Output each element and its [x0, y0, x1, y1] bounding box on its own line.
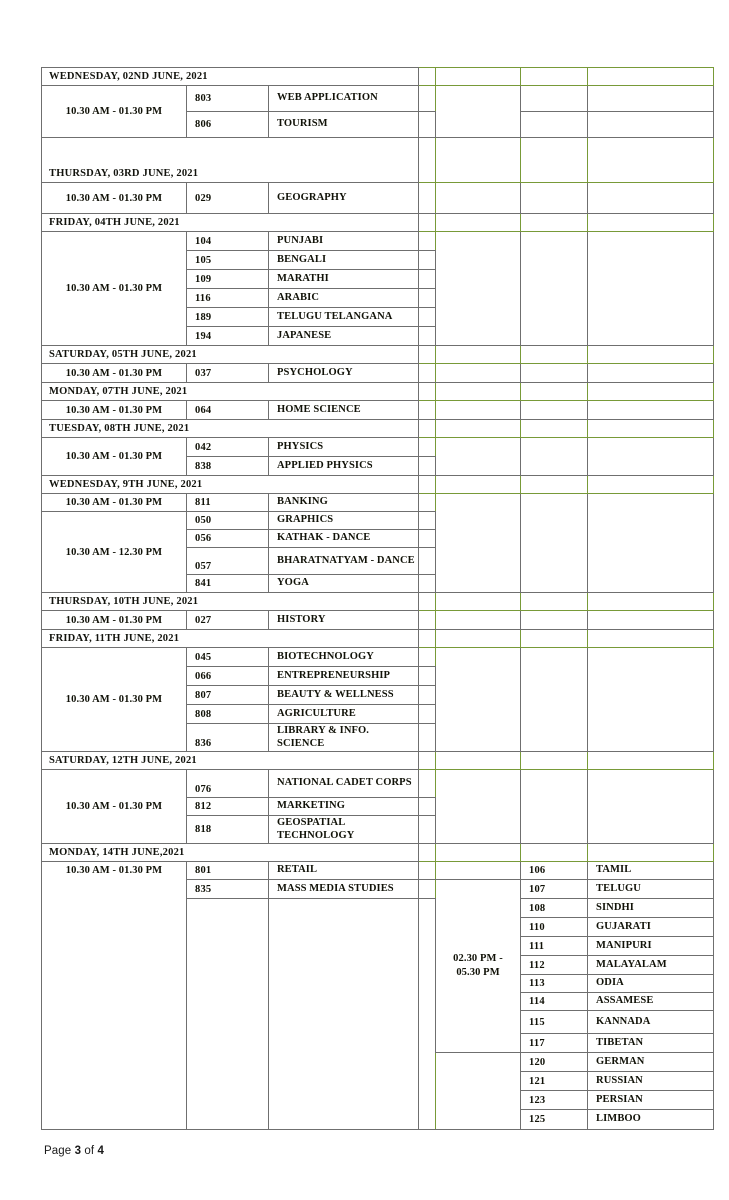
exam-row	[42, 862, 714, 880]
center-gutter	[419, 899, 436, 1130]
afternoon-time-blank	[436, 593, 521, 611]
exam-row	[42, 364, 714, 383]
afternoon-code-blank	[521, 112, 588, 138]
afternoon-exam-subject: SINDHI	[588, 899, 714, 918]
day-header-row	[42, 68, 714, 86]
afternoon-exam-subject: MALAYALAM	[588, 956, 714, 975]
day-header-row	[42, 476, 714, 494]
exam-row	[42, 611, 714, 630]
day-header: THURSDAY, 10TH JUNE, 2021	[42, 593, 419, 611]
center-gutter	[419, 705, 436, 724]
afternoon-exam-code: 123	[521, 1091, 588, 1110]
exam-subject: GEOGRAPHY	[269, 183, 419, 214]
exam-time: 10.30 AM - 01.30 PM	[42, 232, 187, 346]
exam-code: 064	[187, 401, 269, 420]
afternoon-subject-blank	[588, 420, 714, 438]
center-gutter	[419, 457, 436, 476]
exam-time: 10.30 AM - 01.30 PM	[42, 438, 187, 476]
center-gutter	[419, 112, 436, 138]
exam-row	[42, 86, 714, 112]
day-header-row	[42, 844, 714, 862]
exam-time: 10.30 AM - 01.30 PM	[42, 611, 187, 630]
exam-subject: PSYCHOLOGY	[269, 364, 419, 383]
center-gutter	[419, 512, 436, 530]
center-gutter	[419, 68, 436, 86]
exam-code: 807	[187, 686, 269, 705]
afternoon-time-blank	[436, 383, 521, 401]
afternoon-code-blank	[521, 752, 588, 770]
exam-subject: YOGA	[269, 575, 419, 593]
day-header-row	[42, 593, 714, 611]
afternoon-subject-blank	[588, 844, 714, 862]
day-header: THURSDAY, 03RD JUNE, 2021	[42, 138, 419, 183]
exam-row	[42, 401, 714, 420]
day-header: SATURDAY, 12TH JUNE, 2021	[42, 752, 419, 770]
exam-subject: LIBRARY & INFO. SCIENCE	[269, 724, 419, 752]
exam-code: 066	[187, 667, 269, 686]
afternoon-code-blank	[521, 494, 588, 593]
day-header-row	[42, 752, 714, 770]
day-header: MONDAY, 14TH JUNE,2021	[42, 844, 419, 862]
afternoon-code-blank	[521, 183, 588, 214]
afternoon-time-line1: 02.30 PM -	[453, 952, 503, 964]
exam-subject: BANKING	[269, 494, 419, 512]
afternoon-code-blank	[521, 438, 588, 476]
exam-time: 10.30 AM - 01.30 PM	[42, 86, 187, 138]
afternoon-time-blank	[436, 476, 521, 494]
afternoon-code-blank	[521, 593, 588, 611]
afternoon-exam-code: 107	[521, 880, 588, 899]
afternoon-exam-code: 117	[521, 1034, 588, 1053]
exam-time-secondary: 10.30 AM - 12.30 PM	[42, 512, 187, 593]
center-gutter	[419, 232, 436, 251]
center-gutter	[419, 270, 436, 289]
center-gutter	[419, 346, 436, 364]
afternoon-time-cell-wrap	[436, 880, 521, 1053]
center-gutter	[419, 476, 436, 494]
afternoon-exam-code: 108	[521, 899, 588, 918]
afternoon-exam-code: 121	[521, 1072, 588, 1091]
exam-row	[42, 770, 714, 798]
exam-code: 056	[187, 530, 269, 548]
exam-schedule-table-wrapper	[41, 67, 713, 1130]
exam-row	[42, 438, 714, 457]
exam-code: 050	[187, 512, 269, 530]
center-gutter	[419, 630, 436, 648]
exam-subject: GEOSPATIAL TECHNOLOGY	[269, 816, 419, 844]
afternoon-time-blank	[436, 401, 521, 420]
exam-code: 841	[187, 575, 269, 593]
exam-time: 10.30 AM - 01.30 PM	[42, 648, 187, 752]
exam-code: 836	[187, 724, 269, 752]
afternoon-exam-subject: ASSAMESE	[588, 993, 714, 1011]
day-header: SATURDAY, 05TH JUNE, 2021	[42, 346, 419, 364]
center-gutter	[419, 251, 436, 270]
afternoon-exam-subject: LIMBOO	[588, 1110, 714, 1130]
center-gutter	[419, 383, 436, 401]
day-header-row	[42, 138, 714, 183]
afternoon-exam-subject: GERMAN	[588, 1053, 714, 1072]
afternoon-subject-blank	[588, 68, 714, 86]
afternoon-subject-blank	[588, 138, 714, 183]
afternoon-subject-blank	[588, 346, 714, 364]
exam-subject: HOME SCIENCE	[269, 401, 419, 420]
center-gutter	[419, 530, 436, 548]
afternoon-time-blank	[436, 420, 521, 438]
afternoon-code-blank	[521, 346, 588, 364]
exam-subject: KATHAK - DANCE	[269, 530, 419, 548]
afternoon-exam-subject: MANIPURI	[588, 937, 714, 956]
afternoon-code-blank	[521, 138, 588, 183]
afternoon-subject-blank	[588, 183, 714, 214]
morning-code-blank	[187, 899, 269, 1130]
exam-subject: WEB APPLICATION	[269, 86, 419, 112]
center-gutter	[419, 862, 436, 880]
afternoon-subject-blank	[588, 752, 714, 770]
afternoon-subject-blank	[588, 86, 714, 112]
center-gutter	[419, 438, 436, 457]
afternoon-time-blank	[436, 68, 521, 86]
afternoon-subject-blank	[588, 438, 714, 476]
afternoon-time-blank	[436, 346, 521, 364]
afternoon-subject-blank	[588, 401, 714, 420]
afternoon-code-blank	[521, 420, 588, 438]
afternoon-subject-blank	[588, 232, 714, 346]
afternoon-code-blank	[521, 844, 588, 862]
afternoon-subject-blank	[588, 593, 714, 611]
exam-subject: ARABIC	[269, 289, 419, 308]
exam-row	[42, 648, 714, 667]
afternoon-time-blank	[436, 138, 521, 183]
center-gutter	[419, 548, 436, 575]
afternoon-time-blank	[436, 844, 521, 862]
center-gutter	[419, 575, 436, 593]
exam-code: 027	[187, 611, 269, 630]
afternoon-time-blank	[436, 214, 521, 232]
center-gutter	[419, 308, 436, 327]
afternoon-exam-code: 125	[521, 1110, 588, 1130]
center-gutter	[419, 593, 436, 611]
afternoon-time-blank	[436, 770, 521, 844]
morning-subject-blank	[269, 899, 419, 1130]
day-header-row	[42, 420, 714, 438]
exam-subject: JAPANESE	[269, 327, 419, 346]
afternoon-exam-subject: TAMIL	[588, 862, 714, 880]
center-gutter	[419, 798, 436, 816]
center-gutter	[419, 816, 436, 844]
afternoon-code-blank	[521, 476, 588, 494]
afternoon-exam-code: 114	[521, 993, 588, 1011]
afternoon-exam-subject: GUJARATI	[588, 918, 714, 937]
exam-subject: MARKETING	[269, 798, 419, 816]
center-gutter	[419, 752, 436, 770]
afternoon-subject-blank	[588, 383, 714, 401]
afternoon-code-blank	[521, 232, 588, 346]
exam-subject: HISTORY	[269, 611, 419, 630]
afternoon-code-blank	[521, 86, 588, 112]
exam-subject: BIOTECHNOLOGY	[269, 648, 419, 667]
day-header: FRIDAY, 04TH JUNE, 2021	[42, 214, 419, 232]
exam-code: 194	[187, 327, 269, 346]
exam-subject: MASS MEDIA STUDIES	[269, 880, 419, 899]
afternoon-exam-code: 113	[521, 975, 588, 993]
center-gutter	[419, 844, 436, 862]
day-header: WEDNESDAY, 02ND JUNE, 2021	[42, 68, 419, 86]
day-header-row	[42, 214, 714, 232]
exam-time: 10.30 AM - 01.30 PM	[42, 401, 187, 420]
afternoon-code-blank	[521, 401, 588, 420]
day-header: MONDAY, 07TH JUNE, 2021	[42, 383, 419, 401]
exam-code: 803	[187, 86, 269, 112]
center-gutter	[419, 724, 436, 752]
exam-code: 057	[187, 548, 269, 575]
exam-code: 818	[187, 816, 269, 844]
exam-time: 10.30 AM - 01.30 PM	[42, 364, 187, 383]
center-gutter	[419, 648, 436, 667]
exam-code: 029	[187, 183, 269, 214]
center-gutter	[419, 86, 436, 112]
afternoon-time-blank	[436, 630, 521, 648]
exam-subject: NATIONAL CADET CORPS	[269, 770, 419, 798]
exam-code: 116	[187, 289, 269, 308]
afternoon-time-blank	[436, 494, 521, 593]
footer-middle: of	[84, 1145, 95, 1157]
center-gutter	[419, 494, 436, 512]
afternoon-time-spacer	[436, 862, 521, 880]
center-gutter	[419, 401, 436, 420]
afternoon-time-blank	[436, 232, 521, 346]
exam-code: 104	[187, 232, 269, 251]
afternoon-exam-subject: ODIA	[588, 975, 714, 993]
afternoon-code-blank	[521, 648, 588, 752]
day-header-row	[42, 346, 714, 364]
afternoon-subject-blank	[588, 770, 714, 844]
exam-code: 105	[187, 251, 269, 270]
center-gutter	[419, 289, 436, 308]
exam-time: 10.30 AM - 01.30 PM	[42, 494, 187, 512]
exam-time: 10.30 AM - 01.30 PM	[42, 862, 187, 1130]
center-gutter	[419, 214, 436, 232]
center-gutter	[419, 183, 436, 214]
exam-code: 045	[187, 648, 269, 667]
exam-schedule-table	[41, 67, 714, 1130]
afternoon-code-blank	[521, 630, 588, 648]
exam-subject: BENGALI	[269, 251, 419, 270]
day-header: WEDNESDAY, 9TH JUNE, 2021	[42, 476, 419, 494]
afternoon-time-blank	[436, 183, 521, 214]
afternoon-time-blank	[436, 86, 521, 138]
center-gutter	[419, 880, 436, 899]
afternoon-subject-blank	[588, 630, 714, 648]
center-gutter	[419, 611, 436, 630]
center-gutter	[419, 138, 436, 183]
center-gutter	[419, 770, 436, 798]
exam-code: 042	[187, 438, 269, 457]
day-header-row	[42, 383, 714, 401]
exam-time: 10.30 AM - 01.30 PM	[42, 183, 187, 214]
center-gutter	[419, 686, 436, 705]
afternoon-subject-blank	[588, 494, 714, 593]
afternoon-exam-subject: RUSSIAN	[588, 1072, 714, 1091]
exam-subject: PUNJABI	[269, 232, 419, 251]
footer-total-pages: 4	[97, 1145, 104, 1157]
exam-time: 10.30 AM - 01.30 PM	[42, 770, 187, 844]
exam-row	[42, 494, 714, 512]
afternoon-time-blank	[436, 364, 521, 383]
footer-prefix: Page	[44, 1145, 72, 1157]
page-footer	[44, 1145, 104, 1157]
afternoon-exam-code: 112	[521, 956, 588, 975]
afternoon-time-blank	[436, 611, 521, 630]
exam-subject: BHARATNATYAM - DANCE	[269, 548, 419, 575]
afternoon-exam-subject: TELUGU	[588, 880, 714, 899]
afternoon-subject-blank	[588, 364, 714, 383]
afternoon-subject-blank	[588, 476, 714, 494]
afternoon-code-blank	[521, 770, 588, 844]
afternoon-time-line2: 05.30 PM	[456, 967, 500, 978]
exam-subject: GRAPHICS	[269, 512, 419, 530]
afternoon-time-blank	[436, 438, 521, 476]
afternoon-exam-code: 106	[521, 862, 588, 880]
afternoon-subject-blank	[588, 648, 714, 752]
afternoon-subject-blank	[588, 611, 714, 630]
afternoon-exam-code: 120	[521, 1053, 588, 1072]
afternoon-code-blank	[521, 214, 588, 232]
exam-code: 801	[187, 862, 269, 880]
afternoon-time-blank	[436, 648, 521, 752]
center-gutter	[419, 667, 436, 686]
center-gutter	[419, 420, 436, 438]
exam-code: 812	[187, 798, 269, 816]
afternoon-code-blank	[521, 68, 588, 86]
afternoon-time-blank	[436, 1053, 521, 1130]
day-header-row	[42, 630, 714, 648]
afternoon-exam-code: 115	[521, 1011, 588, 1034]
exam-subject: BEAUTY & WELLNESS	[269, 686, 419, 705]
exam-subject: APPLIED PHYSICS	[269, 457, 419, 476]
afternoon-subject-blank	[588, 214, 714, 232]
afternoon-subject-blank	[588, 112, 714, 138]
exam-subject: ENTREPRENEURSHIP	[269, 667, 419, 686]
day-header: FRIDAY, 11TH JUNE, 2021	[42, 630, 419, 648]
exam-subject: PHYSICS	[269, 438, 419, 457]
exam-code: 811	[187, 494, 269, 512]
exam-code: 808	[187, 705, 269, 724]
exam-row	[42, 232, 714, 251]
center-gutter	[419, 364, 436, 383]
afternoon-code-blank	[521, 364, 588, 383]
exam-subject: RETAIL	[269, 862, 419, 880]
exam-code: 806	[187, 112, 269, 138]
afternoon-exam-subject: PERSIAN	[588, 1091, 714, 1110]
footer-current-page: 3	[74, 1145, 82, 1157]
afternoon-exam-subject: TIBETAN	[588, 1034, 714, 1053]
exam-code: 109	[187, 270, 269, 289]
exam-subject: AGRICULTURE	[269, 705, 419, 724]
afternoon-exam-code: 111	[521, 937, 588, 956]
exam-subject: MARATHI	[269, 270, 419, 289]
exam-row	[42, 183, 714, 214]
exam-code: 838	[187, 457, 269, 476]
afternoon-exam-subject: KANNADA	[588, 1011, 714, 1034]
exam-subject: TELUGU TELANGANA	[269, 308, 419, 327]
exam-code: 037	[187, 364, 269, 383]
afternoon-code-blank	[521, 383, 588, 401]
afternoon-exam-code: 110	[521, 918, 588, 937]
center-gutter	[419, 327, 436, 346]
exam-code: 076	[187, 770, 269, 798]
afternoon-code-blank	[521, 611, 588, 630]
exam-code: 189	[187, 308, 269, 327]
day-header: TUESDAY, 08TH JUNE, 2021	[42, 420, 419, 438]
afternoon-time-blank	[436, 752, 521, 770]
exam-subject: TOURISM	[269, 112, 419, 138]
exam-code: 835	[187, 880, 269, 899]
